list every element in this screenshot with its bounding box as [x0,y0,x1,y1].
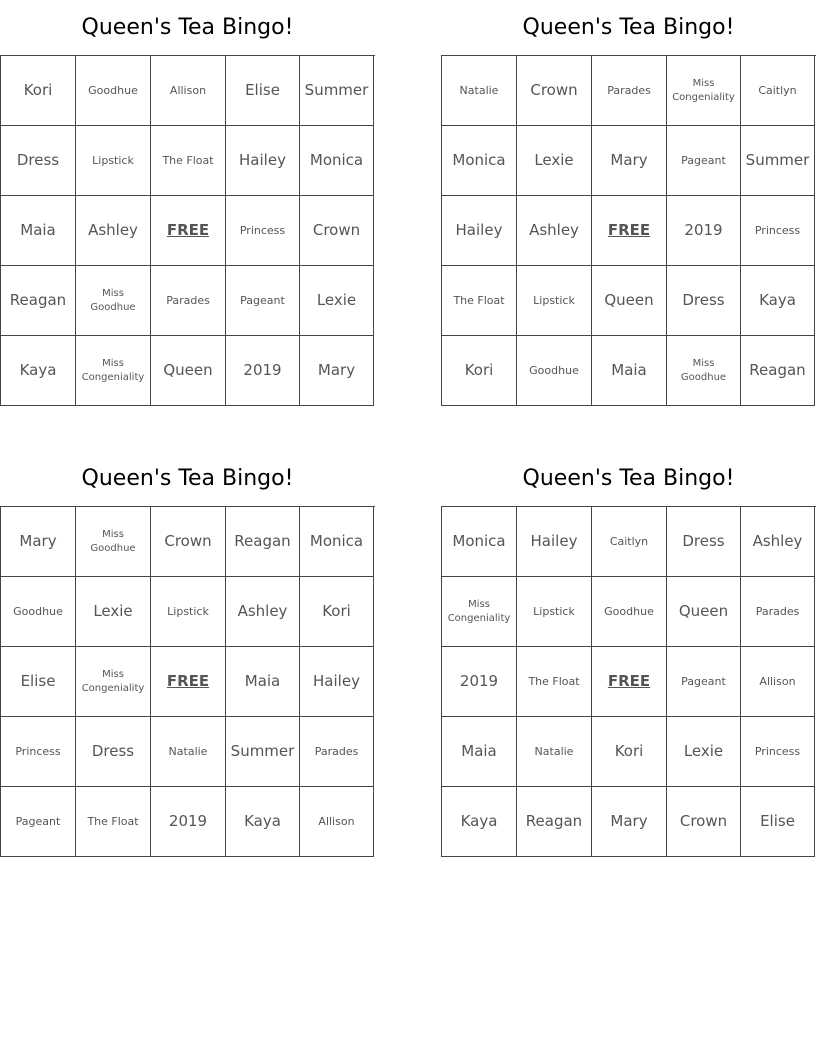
bingo-cell: Pageant [667,647,741,717]
bingo-cell: Hailey [442,196,517,266]
bingo-cell: Dress [667,507,741,577]
bingo-cell: Monica [442,126,517,196]
bingo-cell: Maia [592,336,667,406]
bingo-cell: The Float [76,787,151,857]
card-title: Queen's Tea Bingo! [81,466,294,491]
bingo-cell: Pageant [226,266,300,336]
bingo-cell: Goodhue [1,577,76,647]
bingo-cell: Kori [442,336,517,406]
bingo-cell: Kaya [741,266,815,336]
bingo-cell: Miss Goodhue [76,507,151,577]
bingo-grid [441,55,816,406]
bingo-cell: Miss Goodhue [667,336,741,406]
bingo-cell: Lexie [76,577,151,647]
bingo-cell: Hailey [226,126,300,196]
bingo-cell: Queen [592,266,667,336]
bingo-cell: Monica [300,507,374,577]
bingo-cell: Goodhue [76,56,151,126]
bingo-cell: Natalie [442,56,517,126]
bingo-grid [441,506,816,857]
bingo-cell: Kaya [226,787,300,857]
bingo-cell: Hailey [300,647,374,717]
bingo-cell: Queen [667,577,741,647]
bingo-cell: Ashley [76,196,151,266]
bingo-cell: 2019 [442,647,517,717]
bingo-cell: Miss Goodhue [76,266,151,336]
bingo-cell: The Float [442,266,517,336]
bingo-cell: Kori [300,577,374,647]
bingo-cell: Lipstick [151,577,226,647]
bingo-cell: The Float [517,647,592,717]
bingo-cell: Summer [300,56,374,126]
bingo-cell: Miss Congeniality [76,336,151,406]
bingo-cell: Parades [741,577,815,647]
bingo-cell: Ashley [517,196,592,266]
bingo-cell: Parades [592,56,667,126]
bingo-cell: 2019 [226,336,300,406]
bingo-cell: Crown [300,196,374,266]
bingo-cell: Hailey [517,507,592,577]
bingo-cell: 2019 [667,196,741,266]
bingo-cell: Reagan [517,787,592,857]
free-space-cell: FREE [592,647,667,717]
bingo-cell: Reagan [1,266,76,336]
bingo-cell: Kaya [1,336,76,406]
bingo-cell: Mary [1,507,76,577]
bingo-cell: Lexie [517,126,592,196]
bingo-cell: Mary [592,787,667,857]
bingo-cell: Maia [1,196,76,266]
bingo-cell: Lipstick [517,577,592,647]
bingo-cell: Princess [1,717,76,787]
bingo-cell: Princess [226,196,300,266]
bingo-cell: 2019 [151,787,226,857]
bingo-cell: Maia [442,717,517,787]
bingo-cell: Pageant [667,126,741,196]
bingo-cell: Parades [300,717,374,787]
bingo-cell: Lipstick [76,126,151,196]
free-space-cell: FREE [151,647,226,717]
bingo-cell: Lexie [300,266,374,336]
card-title: Queen's Tea Bingo! [81,15,294,40]
bingo-cell: Natalie [517,717,592,787]
bingo-cell: Kaya [442,787,517,857]
bingo-cell: Crown [667,787,741,857]
bingo-cell: Reagan [226,507,300,577]
bingo-cell: Miss Congeniality [442,577,517,647]
bingo-cell: Summer [226,717,300,787]
bingo-cell: Summer [741,126,815,196]
bingo-cell: Goodhue [592,577,667,647]
card-title: Queen's Tea Bingo! [522,466,735,491]
bingo-cell: Maia [226,647,300,717]
bingo-cell: Dress [76,717,151,787]
bingo-cell: Ashley [226,577,300,647]
bingo-cell: Queen [151,336,226,406]
bingo-cell: Caitlyn [741,56,815,126]
bingo-cell: Allison [151,56,226,126]
free-space-cell: FREE [592,196,667,266]
bingo-cell: The Float [151,126,226,196]
bingo-cell: Miss Congeniality [76,647,151,717]
bingo-cell: Caitlyn [592,507,667,577]
bingo-cell: Dress [1,126,76,196]
bingo-cell: Elise [226,56,300,126]
bingo-cell: Reagan [741,336,815,406]
free-space-cell: FREE [151,196,226,266]
bingo-cell: Lipstick [517,266,592,336]
bingo-cell: Monica [442,507,517,577]
bingo-cell: Kori [592,717,667,787]
bingo-cell: Elise [741,787,815,857]
bingo-cell: Crown [517,56,592,126]
bingo-cell: Mary [592,126,667,196]
bingo-cell: Miss Congeniality [667,56,741,126]
bingo-cell: Kori [1,56,76,126]
bingo-cell: Allison [300,787,374,857]
bingo-cell: Elise [1,647,76,717]
bingo-cell: Natalie [151,717,226,787]
card-title: Queen's Tea Bingo! [522,15,735,40]
bingo-cell: Monica [300,126,374,196]
bingo-cell: Mary [300,336,374,406]
bingo-cell: Crown [151,507,226,577]
bingo-cell: Allison [741,647,815,717]
bingo-grid [0,55,375,406]
bingo-cell: Princess [741,717,815,787]
bingo-cell: Lexie [667,717,741,787]
bingo-cell: Goodhue [517,336,592,406]
bingo-cell: Dress [667,266,741,336]
bingo-cell: Princess [741,196,815,266]
bingo-cell: Pageant [1,787,76,857]
bingo-cell: Parades [151,266,226,336]
bingo-grid [0,506,375,857]
bingo-cell: Ashley [741,507,815,577]
